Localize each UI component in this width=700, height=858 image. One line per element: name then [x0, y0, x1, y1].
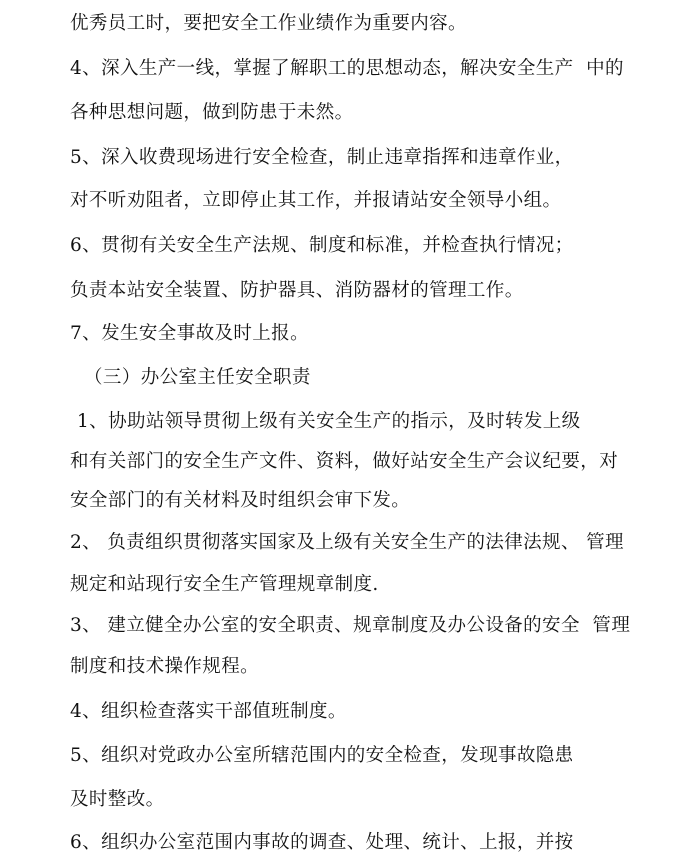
text-line: 负责本站安全装置、防护器具、消防器材的管理工作。	[70, 280, 524, 301]
text-line: 对不听劝阻者，立即停止其工作，并报请站安全领导小组。	[70, 190, 562, 211]
text-line: 制度和技术操作规程。	[70, 656, 260, 677]
text-line: 5、深入收费现场进行安全检查，制止违章指挥和违章作业，	[70, 147, 574, 168]
text-line: 6、贯彻有关安全生产法规、制度和标准，并检查执行情况；	[70, 235, 574, 256]
text-line: 7、发生安全事故及时上报。	[70, 323, 309, 344]
text-line: 6、组织办公室范围内事故的调查、处理、统计、上报，并按	[70, 832, 574, 853]
text-line: 5、组织对党政办公室所辖范围内的安全检查，发现事故隐患	[70, 745, 574, 766]
text-line: 各种思想问题，做到防患于未然。	[70, 102, 354, 123]
text-line: 2、 负责组织贯彻落实国家及上级有关安全生产的法律法规、 管理	[70, 532, 624, 553]
text-line: 优秀员工时，要把安全工作业绩作为重要内容。	[70, 13, 467, 34]
text-line: 3、 建立健全办公室的安全职责、规章制度及办公设备的安全 管理	[70, 615, 631, 636]
section-heading: （三）办公室主任安全职责	[84, 367, 311, 388]
text-line: 4、深入生产一线，掌握了解职工的思想动态，解决安全生产 中的	[70, 58, 624, 79]
text-line: 4、组织检查落实干部值班制度。	[70, 701, 347, 722]
text-line: 和有关部门的安全生产文件、资料，做好站安全生产会议纪要，对	[70, 451, 619, 472]
text-line: 规定和站现行安全生产管理规章制度.	[70, 574, 379, 595]
text-line: 1、协助站领导贯彻上级有关安全生产的指示，及时转发上级	[77, 411, 581, 432]
text-line: 及时整改。	[70, 789, 165, 810]
text-line: 安全部门的有关材料及时组织会审下发。	[70, 490, 411, 511]
